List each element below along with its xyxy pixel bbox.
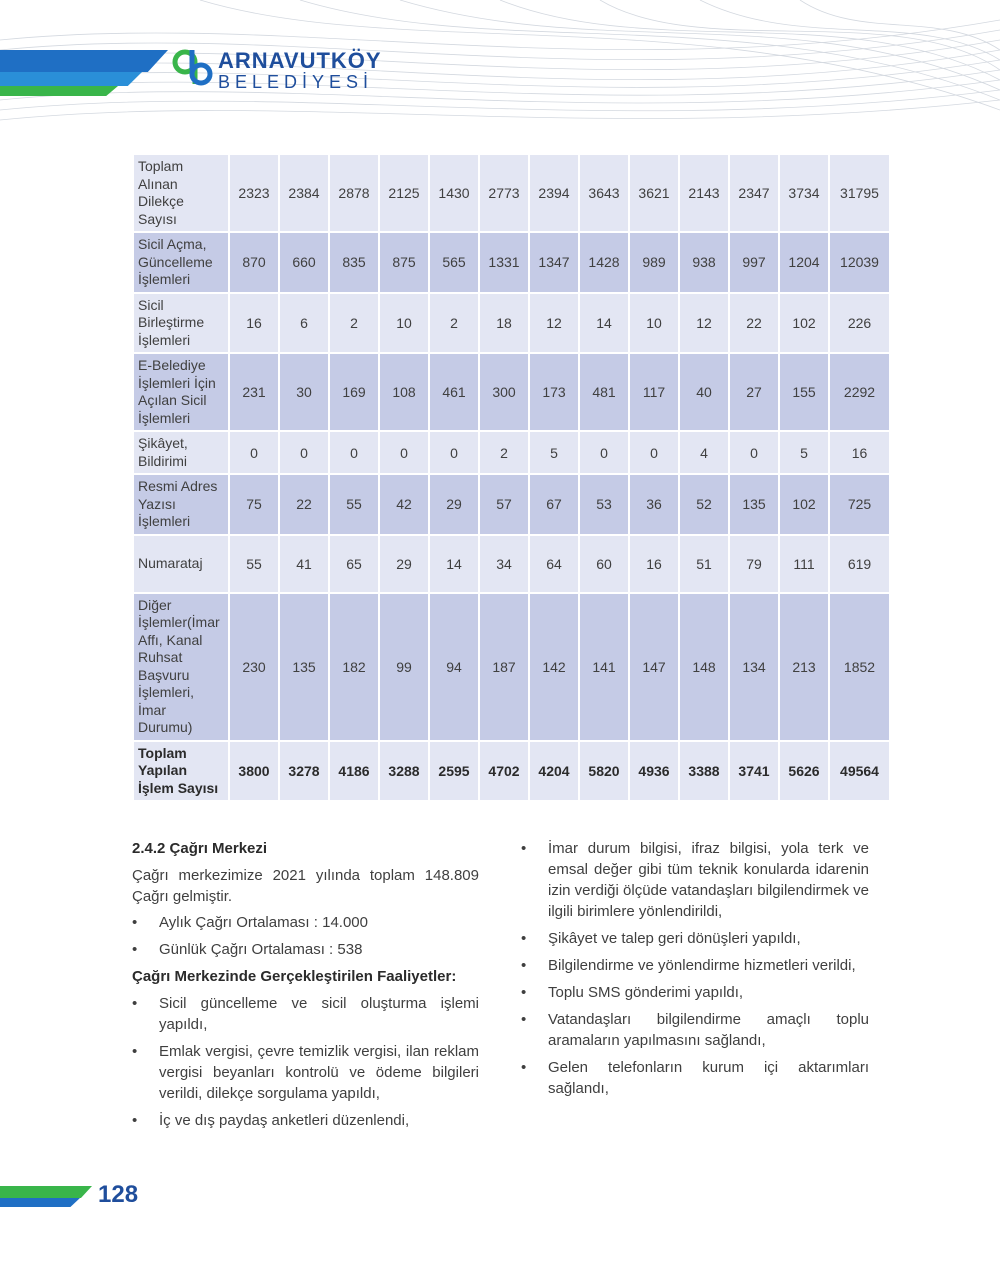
cell: 155 [780, 354, 828, 430]
arnavutkoy-logo-icon [170, 46, 214, 90]
table-row [134, 233, 889, 292]
list-item [521, 928, 869, 949]
row-total: 619 [830, 536, 889, 592]
cell: 3621 [630, 155, 678, 231]
brand-subtitle: BELEDİYESİ [218, 72, 374, 92]
cell: 75 [230, 475, 278, 534]
row-total: 2292 [830, 354, 889, 430]
list-item-text: İç ve dış paydaş anketleri düzenlendi, [159, 1112, 410, 1129]
list-item [521, 1057, 869, 1099]
table-total-row [134, 742, 889, 801]
bullet-icon: • [521, 984, 527, 1001]
cell: 16 [230, 294, 278, 353]
bullet-icon: • [132, 995, 138, 1012]
cell: 835 [330, 233, 378, 292]
table-row [134, 354, 889, 430]
cell: 4186 [330, 742, 378, 801]
cell: 0 [230, 432, 278, 473]
table-row [134, 536, 889, 592]
cell: 3278 [280, 742, 328, 801]
row-label: Numarataj [134, 536, 228, 592]
cell: 0 [580, 432, 628, 473]
list-item-text: Şikâyet ve talep geri dönüşleri yapıldı, [548, 930, 801, 947]
cell: 660 [280, 233, 328, 292]
cell: 57 [480, 475, 528, 534]
cell: 102 [780, 475, 828, 534]
cell: 3643 [580, 155, 628, 231]
cell: 5 [780, 432, 828, 473]
list-item [132, 912, 479, 933]
activities-list-right [521, 838, 869, 1099]
row-label: Sicil Birleştirme İşlemleri [134, 294, 228, 353]
cell: 231 [230, 354, 278, 430]
footer-stripe-green [0, 1186, 92, 1198]
list-item-text: Günlük Çağrı Ortalaması : 538 [159, 941, 363, 958]
cell: 141 [580, 594, 628, 740]
list-item-text: Sicil güncelleme ve sicil oluşturma işlemi yapıldı, [159, 995, 479, 1033]
row-label: Diğer İşlemler(İmar Affı, Kanal Ruhsat Başvuru İşlemleri, İmar Durumu) [134, 594, 228, 740]
cell: 102 [780, 294, 828, 353]
cell: 14 [430, 536, 478, 592]
cell: 142 [530, 594, 578, 740]
right-text-column [521, 838, 869, 1105]
footer-stripe-blue [0, 1198, 80, 1207]
cell: 938 [680, 233, 728, 292]
cell: 5626 [780, 742, 828, 801]
cell: 14 [580, 294, 628, 353]
cell: 41 [280, 536, 328, 592]
cell: 2878 [330, 155, 378, 231]
bullet-icon: • [521, 957, 527, 974]
cell: 4 [680, 432, 728, 473]
registry-statistics-table [132, 153, 891, 802]
cell: 108 [380, 354, 428, 430]
cell: 2143 [680, 155, 728, 231]
cell: 0 [630, 432, 678, 473]
left-text-column [132, 838, 479, 1137]
cell: 29 [430, 475, 478, 534]
cell: 147 [630, 594, 678, 740]
bullet-icon: • [521, 1011, 527, 1028]
cell: 79 [730, 536, 778, 592]
cell: 22 [280, 475, 328, 534]
section-heading: 2.4.2 Çağrı Merkezi [132, 840, 268, 857]
row-total: 16 [830, 432, 889, 473]
cell: 4702 [480, 742, 528, 801]
intro-paragraph: Çağrı merkezimize 2021 yılında toplam 148.809 Çağrı gelmiştir. [132, 867, 479, 905]
cell: 3741 [730, 742, 778, 801]
row-total: 49564 [830, 742, 889, 801]
cell: 42 [380, 475, 428, 534]
cell: 461 [430, 354, 478, 430]
cell: 10 [380, 294, 428, 353]
page-number: 128 [98, 1181, 139, 1208]
list-item [521, 838, 869, 922]
cell: 2 [330, 294, 378, 353]
table-row [134, 594, 889, 740]
cell: 1428 [580, 233, 628, 292]
cell: 989 [630, 233, 678, 292]
cell: 5820 [580, 742, 628, 801]
cell: 2773 [480, 155, 528, 231]
bullet-icon: • [521, 1059, 527, 1076]
row-total: 1852 [830, 594, 889, 740]
cell: 134 [730, 594, 778, 740]
cell: 2 [480, 432, 528, 473]
cell: 230 [230, 594, 278, 740]
cell: 1331 [480, 233, 528, 292]
list-item [132, 1041, 479, 1104]
cell: 29 [380, 536, 428, 592]
cell: 213 [780, 594, 828, 740]
list-item-text: Vatandaşları bilgilendirme amaçlı toplu aramaların yapılmasını sağlandı, [548, 1011, 869, 1049]
row-label: Resmi Adres Yazısı İşlemleri [134, 475, 228, 534]
cell: 6 [280, 294, 328, 353]
cell: 3800 [230, 742, 278, 801]
cell: 1204 [780, 233, 828, 292]
cell: 870 [230, 233, 278, 292]
bullet-icon: • [132, 1112, 138, 1129]
cell: 0 [280, 432, 328, 473]
cell: 60 [580, 536, 628, 592]
cell: 997 [730, 233, 778, 292]
cell: 34 [480, 536, 528, 592]
list-item [521, 1009, 869, 1051]
cell: 99 [380, 594, 428, 740]
list-item [132, 939, 479, 960]
list-item-text: İmar durum bilgisi, ifraz bilgisi, yola terk ve emsal değer gibi tüm teknik konularda idarenin izin verdiği ölçüde vatandaşları bilgilendirmek ve ilgili birimlere yönlendirildi, [548, 840, 869, 920]
list-item [132, 1110, 479, 1131]
cell: 875 [380, 233, 428, 292]
row-total: 226 [830, 294, 889, 353]
cell: 0 [380, 432, 428, 473]
row-label: E-Belediye İşlemleri İçin Açılan Sicil İşlemleri [134, 354, 228, 430]
row-total: 31795 [830, 155, 889, 231]
row-total: 725 [830, 475, 889, 534]
activities-heading: Çağrı Merkezinde Gerçekleştirilen Faaliyetler: [132, 968, 457, 985]
bullet-icon: • [521, 840, 527, 857]
row-label: Şikâyet, Bildirimi [134, 432, 228, 473]
cell: 22 [730, 294, 778, 353]
cell: 2394 [530, 155, 578, 231]
cell: 18 [480, 294, 528, 353]
cell: 30 [280, 354, 328, 430]
cell: 2347 [730, 155, 778, 231]
cell: 12 [680, 294, 728, 353]
row-total: 12039 [830, 233, 889, 292]
bullet-icon: • [521, 930, 527, 947]
cell: 40 [680, 354, 728, 430]
activities-list-left [132, 993, 479, 1131]
cell: 4936 [630, 742, 678, 801]
list-item [521, 982, 869, 1003]
cell: 565 [430, 233, 478, 292]
cell: 3734 [780, 155, 828, 231]
cell: 300 [480, 354, 528, 430]
cell: 173 [530, 354, 578, 430]
table-row [134, 432, 889, 473]
list-item-text: Bilgilendirme ve yönlendirme hizmetleri verildi, [548, 957, 856, 974]
cell: 52 [680, 475, 728, 534]
cell: 117 [630, 354, 678, 430]
list-item [132, 993, 479, 1035]
cell: 94 [430, 594, 478, 740]
cell: 3288 [380, 742, 428, 801]
cell: 148 [680, 594, 728, 740]
cell: 1347 [530, 233, 578, 292]
row-label: Toplam Alınan Dilekçe Sayısı [134, 155, 228, 231]
cell: 0 [430, 432, 478, 473]
call-stats-list [132, 912, 479, 960]
bullet-icon: • [132, 941, 138, 958]
cell: 55 [330, 475, 378, 534]
cell: 3388 [680, 742, 728, 801]
list-item-text: Aylık Çağrı Ortalaması : 14.000 [159, 914, 368, 931]
header-stripe-blue [0, 50, 168, 72]
cell: 51 [680, 536, 728, 592]
cell: 16 [630, 536, 678, 592]
bullet-icon: • [132, 1043, 138, 1060]
cell: 65 [330, 536, 378, 592]
cell: 182 [330, 594, 378, 740]
cell: 53 [580, 475, 628, 534]
cell: 12 [530, 294, 578, 353]
table-row [134, 294, 889, 353]
row-label: Toplam Yapılan İşlem Sayısı [134, 742, 228, 801]
list-item [521, 955, 869, 976]
list-item-text: Emlak vergisi, çevre temizlik vergisi, ilan reklam vergisi beyanları kontrolü ve ödeme bilgileri verildi, dilekçe sorgulama yapıldı, [159, 1043, 479, 1102]
cell: 64 [530, 536, 578, 592]
row-label: Sicil Açma, Güncelleme İşlemleri [134, 233, 228, 292]
cell: 2 [430, 294, 478, 353]
cell: 4204 [530, 742, 578, 801]
cell: 27 [730, 354, 778, 430]
cell: 10 [630, 294, 678, 353]
table-row [134, 475, 889, 534]
cell: 55 [230, 536, 278, 592]
cell: 111 [780, 536, 828, 592]
cell: 481 [580, 354, 628, 430]
cell: 187 [480, 594, 528, 740]
cell: 2595 [430, 742, 478, 801]
header-stripe-lightblue [0, 72, 142, 86]
cell: 169 [330, 354, 378, 430]
table-row [134, 155, 889, 231]
cell: 135 [280, 594, 328, 740]
cell: 0 [330, 432, 378, 473]
header-stripe-green [0, 86, 118, 96]
bullet-icon: • [132, 914, 138, 931]
cell: 2323 [230, 155, 278, 231]
cell: 135 [730, 475, 778, 534]
list-item-text: Toplu SMS gönderimi yapıldı, [548, 984, 744, 1001]
cell: 5 [530, 432, 578, 473]
cell: 2125 [380, 155, 428, 231]
cell: 0 [730, 432, 778, 473]
cell: 1430 [430, 155, 478, 231]
brand-name: ARNAVUTKÖY [218, 48, 382, 73]
cell: 2384 [280, 155, 328, 231]
cell: 36 [630, 475, 678, 534]
cell: 67 [530, 475, 578, 534]
list-item-text: Gelen telefonların kurum içi aktarımları sağlandı, [548, 1059, 869, 1097]
